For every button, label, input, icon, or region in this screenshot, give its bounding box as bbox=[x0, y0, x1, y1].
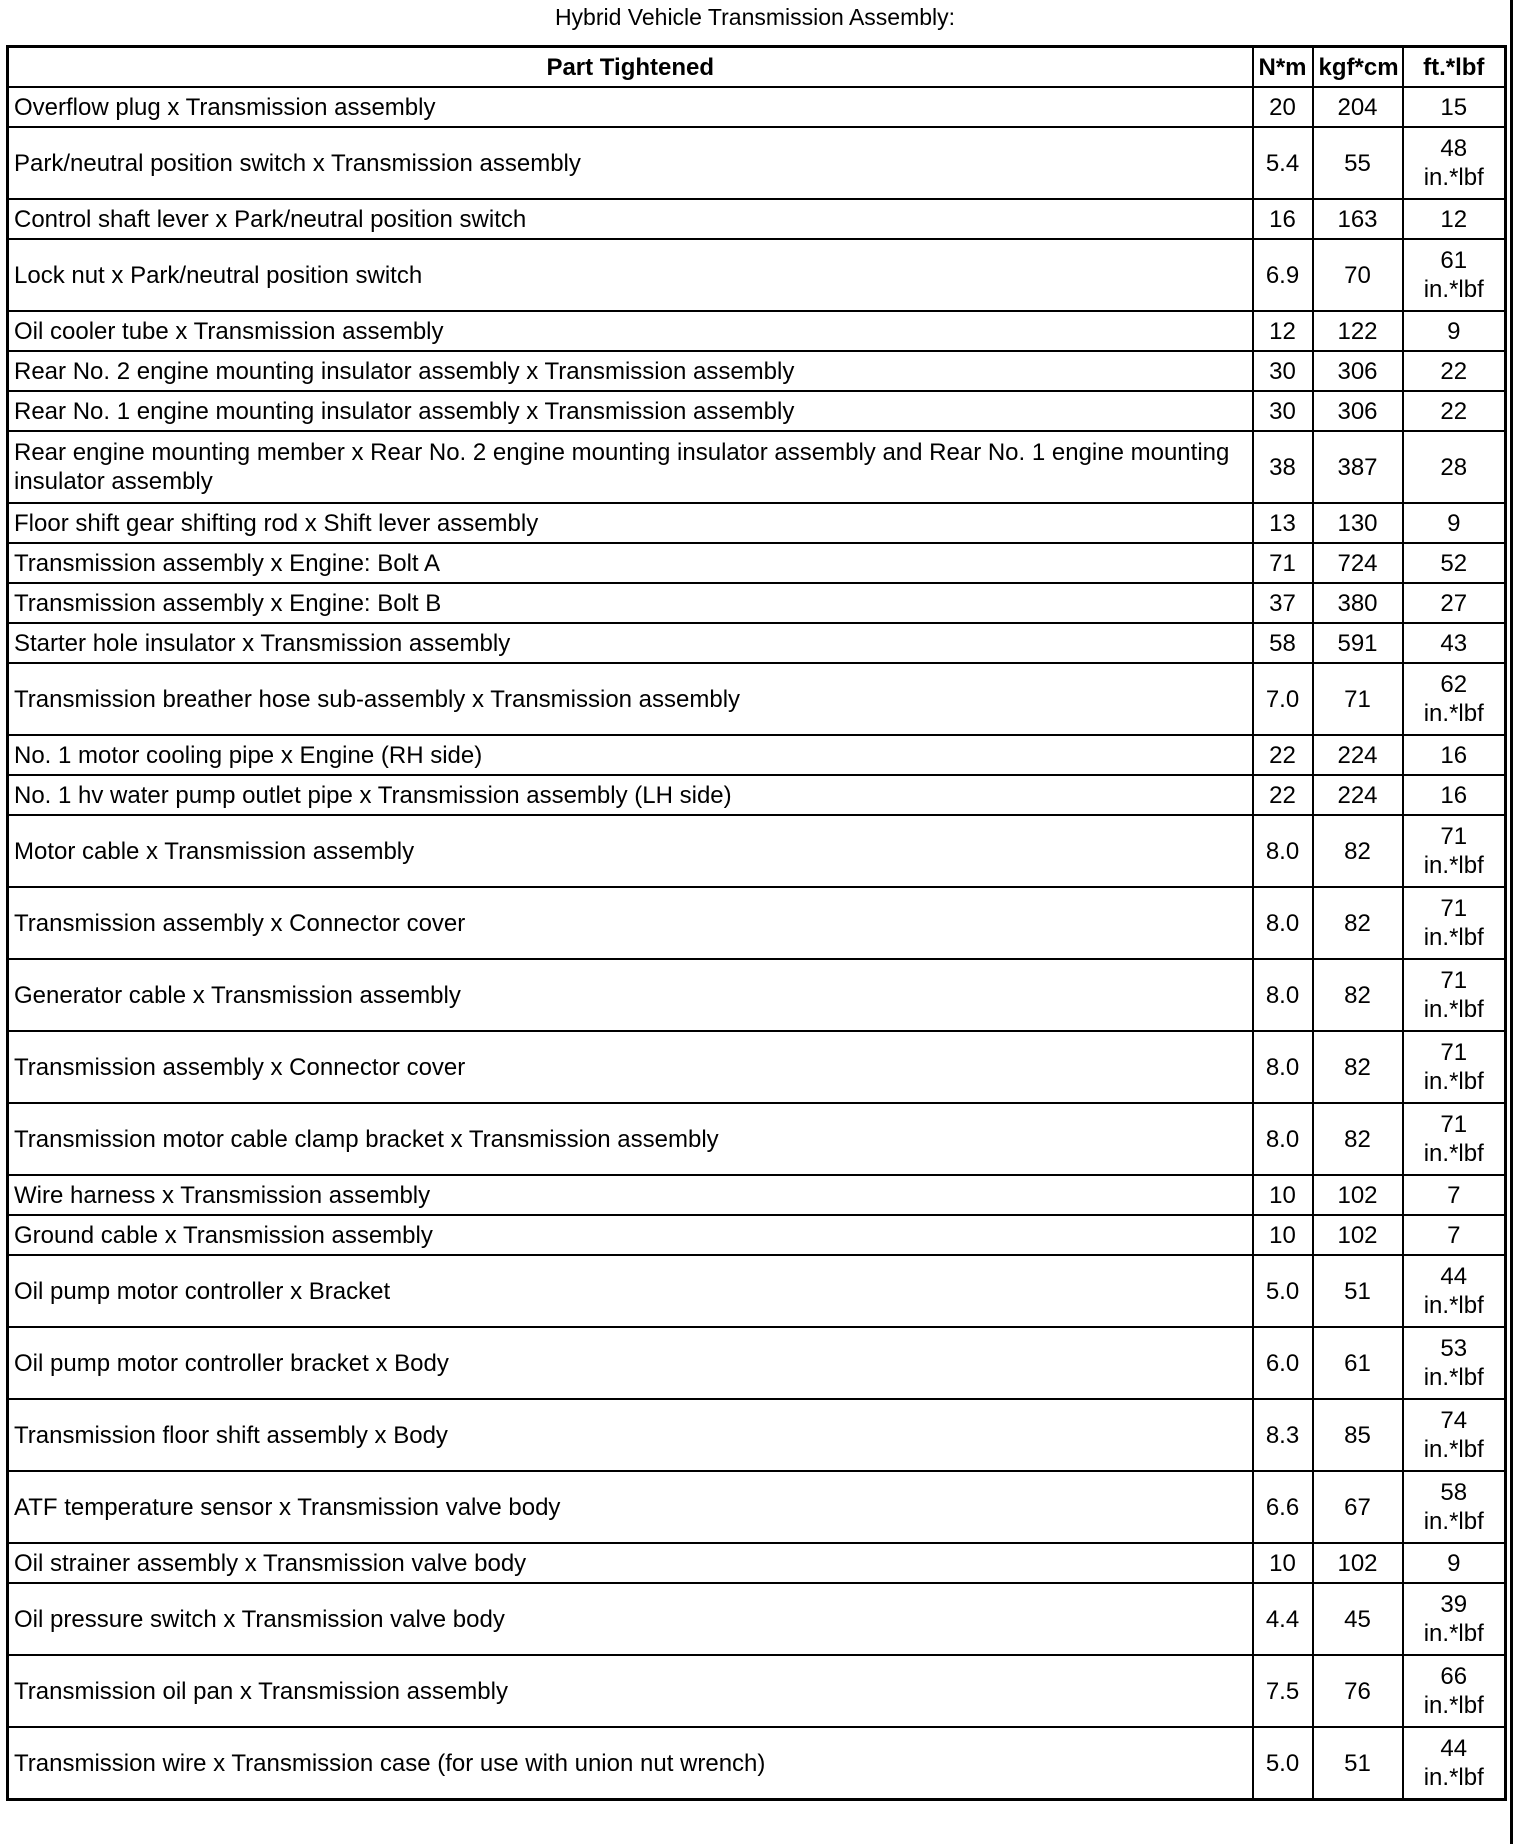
torque-nm-cell: 13 bbox=[1253, 503, 1313, 543]
torque-unit-label: in.*lbf bbox=[1423, 1436, 1484, 1463]
torque-kgf-cell: 45 bbox=[1313, 1583, 1403, 1655]
torque-ft-value: 48 bbox=[1440, 135, 1468, 162]
torque-nm-cell: 6.9 bbox=[1253, 239, 1313, 311]
table-row bbox=[8, 1255, 1506, 1327]
torque-ft-cell bbox=[1403, 815, 1506, 887]
table-row bbox=[8, 391, 1506, 431]
page-title: Hybrid Vehicle Transmission Assembly: bbox=[554, 4, 956, 30]
table-row bbox=[8, 1031, 1506, 1103]
torque-ft-cell bbox=[1403, 1255, 1506, 1327]
torque-ft-cell bbox=[1403, 1583, 1506, 1655]
part-tightened-cell: Transmission breather hose sub-assembly x Transmission assembly bbox=[8, 663, 1253, 735]
torque-nm-cell: 5.4 bbox=[1253, 127, 1313, 199]
torque-ft-value: 71 bbox=[1440, 823, 1468, 850]
torque-nm-cell: 8.0 bbox=[1253, 1103, 1313, 1175]
torque-nm-cell: 22 bbox=[1253, 775, 1313, 815]
part-tightened-cell: Starter hole insulator x Transmission assembly bbox=[8, 623, 1253, 663]
torque-unit-label: in.*lbf bbox=[1423, 1764, 1484, 1791]
torque-ft-cell bbox=[1403, 503, 1506, 543]
table-row bbox=[8, 775, 1506, 815]
part-tightened-cell: Motor cable x Transmission assembly bbox=[8, 815, 1253, 887]
table-row bbox=[8, 1543, 1506, 1583]
table-row bbox=[8, 311, 1506, 351]
torque-nm-cell: 6.0 bbox=[1253, 1327, 1313, 1399]
torque-unit-label: in.*lbf bbox=[1423, 1692, 1484, 1719]
torque-unit-label: in.*lbf bbox=[1423, 1140, 1484, 1167]
torque-kgf-cell: 102 bbox=[1313, 1175, 1403, 1215]
torque-ft-cell bbox=[1403, 1655, 1506, 1727]
torque-nm-cell: 10 bbox=[1253, 1215, 1313, 1255]
torque-ft-cell bbox=[1403, 887, 1506, 959]
torque-kgf-cell: 306 bbox=[1313, 391, 1403, 431]
part-tightened-cell: Transmission oil pan x Transmission assembly bbox=[8, 1655, 1253, 1727]
torque-unit-label: in.*lbf bbox=[1423, 1508, 1484, 1535]
torque-nm-cell: 8.3 bbox=[1253, 1399, 1313, 1471]
table-row bbox=[8, 1471, 1506, 1543]
table-row bbox=[8, 735, 1506, 775]
torque-kgf-cell: 130 bbox=[1313, 503, 1403, 543]
torque-spec-table bbox=[6, 45, 1507, 1801]
torque-nm-cell: 7.0 bbox=[1253, 663, 1313, 735]
torque-ft-cell bbox=[1403, 1327, 1506, 1399]
torque-ft-cell bbox=[1403, 431, 1506, 503]
torque-kgf-cell: 82 bbox=[1313, 815, 1403, 887]
torque-ft-value: 27 bbox=[1440, 589, 1468, 617]
torque-ft-value: 7 bbox=[1447, 1221, 1461, 1249]
torque-nm-cell: 30 bbox=[1253, 351, 1313, 391]
table-row bbox=[8, 1175, 1506, 1215]
torque-ft-cell bbox=[1403, 1031, 1506, 1103]
torque-kgf-cell: 51 bbox=[1313, 1255, 1403, 1327]
torque-ft-value: 61 bbox=[1440, 247, 1468, 274]
torque-kgf-cell: 122 bbox=[1313, 311, 1403, 351]
torque-ft-value: 44 bbox=[1440, 1735, 1468, 1762]
torque-kgf-cell: 224 bbox=[1313, 775, 1403, 815]
table-row bbox=[8, 543, 1506, 583]
torque-ft-value: 16 bbox=[1440, 741, 1468, 769]
torque-ft-cell bbox=[1403, 775, 1506, 815]
part-tightened-cell: Oil pump motor controller bracket x Body bbox=[8, 1327, 1253, 1399]
torque-ft-value: 9 bbox=[1447, 317, 1461, 345]
column-header-ft: ft.*lbf bbox=[1403, 47, 1506, 88]
table-row bbox=[8, 815, 1506, 887]
torque-kgf-cell: 306 bbox=[1313, 351, 1403, 391]
torque-unit-label: in.*lbf bbox=[1423, 700, 1484, 727]
torque-ft-value: 28 bbox=[1440, 453, 1468, 481]
torque-nm-cell: 71 bbox=[1253, 543, 1313, 583]
torque-nm-cell: 30 bbox=[1253, 391, 1313, 431]
torque-kgf-cell: 82 bbox=[1313, 1103, 1403, 1175]
torque-nm-cell: 20 bbox=[1253, 87, 1313, 127]
part-tightened-cell: Wire harness x Transmission assembly bbox=[8, 1175, 1253, 1215]
torque-unit-label: in.*lbf bbox=[1423, 1292, 1484, 1319]
torque-nm-cell: 7.5 bbox=[1253, 1655, 1313, 1727]
table-row bbox=[8, 1583, 1506, 1655]
torque-ft-value: 22 bbox=[1440, 357, 1468, 385]
torque-ft-value: 71 bbox=[1440, 967, 1468, 994]
torque-unit-label: in.*lbf bbox=[1423, 996, 1484, 1023]
torque-unit-label: in.*lbf bbox=[1423, 1068, 1484, 1095]
part-tightened-cell: Rear engine mounting member x Rear No. 2 engine mounting insulator assembly and Rear No. 1 engine mounting insulator assembly bbox=[8, 431, 1253, 503]
torque-nm-cell: 8.0 bbox=[1253, 815, 1313, 887]
torque-ft-value: 66 bbox=[1440, 1663, 1468, 1690]
torque-ft-cell bbox=[1403, 199, 1506, 239]
torque-ft-cell bbox=[1403, 311, 1506, 351]
part-tightened-cell: Oil strainer assembly x Transmission valve body bbox=[8, 1543, 1253, 1583]
table-row bbox=[8, 663, 1506, 735]
torque-ft-cell bbox=[1403, 127, 1506, 199]
torque-ft-cell bbox=[1403, 1543, 1506, 1583]
torque-kgf-cell: 55 bbox=[1313, 127, 1403, 199]
torque-ft-value: 7 bbox=[1447, 1181, 1461, 1209]
torque-unit-label: in.*lbf bbox=[1423, 1620, 1484, 1647]
torque-kgf-cell: 82 bbox=[1313, 887, 1403, 959]
torque-ft-cell bbox=[1403, 583, 1506, 623]
page-border-line bbox=[1510, 0, 1513, 1844]
torque-kgf-cell: 61 bbox=[1313, 1327, 1403, 1399]
part-tightened-cell: Transmission floor shift assembly x Body bbox=[8, 1399, 1253, 1471]
torque-nm-cell: 5.0 bbox=[1253, 1727, 1313, 1800]
torque-ft-cell bbox=[1403, 735, 1506, 775]
part-tightened-cell: Control shaft lever x Park/neutral position switch bbox=[8, 199, 1253, 239]
table-row bbox=[8, 1327, 1506, 1399]
torque-nm-cell: 16 bbox=[1253, 199, 1313, 239]
torque-ft-cell bbox=[1403, 1471, 1506, 1543]
part-tightened-cell: Transmission assembly x Connector cover bbox=[8, 1031, 1253, 1103]
part-tightened-cell: Generator cable x Transmission assembly bbox=[8, 959, 1253, 1031]
torque-nm-cell: 5.0 bbox=[1253, 1255, 1313, 1327]
table-header-row bbox=[8, 47, 1506, 88]
torque-ft-cell bbox=[1403, 623, 1506, 663]
torque-kgf-cell: 70 bbox=[1313, 239, 1403, 311]
torque-nm-cell: 22 bbox=[1253, 735, 1313, 775]
part-tightened-cell: No. 1 hv water pump outlet pipe x Transmission assembly (LH side) bbox=[8, 775, 1253, 815]
part-tightened-cell: Rear No. 2 engine mounting insulator assembly x Transmission assembly bbox=[8, 351, 1253, 391]
torque-ft-value: 53 bbox=[1440, 1335, 1468, 1362]
table-row bbox=[8, 431, 1506, 503]
torque-unit-label: in.*lbf bbox=[1423, 276, 1484, 303]
torque-kgf-cell: 163 bbox=[1313, 199, 1403, 239]
torque-ft-value: 44 bbox=[1440, 1263, 1468, 1290]
torque-kgf-cell: 102 bbox=[1313, 1543, 1403, 1583]
torque-kgf-cell: 591 bbox=[1313, 623, 1403, 663]
table-row bbox=[8, 583, 1506, 623]
torque-ft-value: 58 bbox=[1440, 1479, 1468, 1506]
torque-ft-value: 12 bbox=[1440, 205, 1468, 233]
part-tightened-cell: Overflow plug x Transmission assembly bbox=[8, 87, 1253, 127]
torque-ft-value: 39 bbox=[1440, 1591, 1468, 1618]
torque-kgf-cell: 224 bbox=[1313, 735, 1403, 775]
torque-kgf-cell: 76 bbox=[1313, 1655, 1403, 1727]
torque-ft-value: 43 bbox=[1440, 629, 1468, 657]
part-tightened-cell: No. 1 motor cooling pipe x Engine (RH side) bbox=[8, 735, 1253, 775]
torque-ft-value: 9 bbox=[1447, 509, 1461, 537]
table-row bbox=[8, 127, 1506, 199]
torque-nm-cell: 58 bbox=[1253, 623, 1313, 663]
torque-kgf-cell: 71 bbox=[1313, 663, 1403, 735]
column-header-kgf: kgf*cm bbox=[1313, 47, 1403, 88]
torque-ft-value: 16 bbox=[1440, 781, 1468, 809]
part-tightened-cell: Lock nut x Park/neutral position switch bbox=[8, 239, 1253, 311]
torque-ft-value: 62 bbox=[1440, 671, 1468, 698]
part-tightened-cell: Transmission assembly x Engine: Bolt B bbox=[8, 583, 1253, 623]
torque-ft-cell bbox=[1403, 1399, 1506, 1471]
torque-kgf-cell: 51 bbox=[1313, 1727, 1403, 1800]
torque-nm-cell: 8.0 bbox=[1253, 1031, 1313, 1103]
torque-ft-value: 15 bbox=[1440, 93, 1468, 121]
torque-nm-cell: 10 bbox=[1253, 1543, 1313, 1583]
torque-unit-label: in.*lbf bbox=[1423, 1364, 1484, 1391]
torque-ft-cell bbox=[1403, 663, 1506, 735]
torque-nm-cell: 10 bbox=[1253, 1175, 1313, 1215]
torque-ft-cell bbox=[1403, 87, 1506, 127]
part-tightened-cell: Park/neutral position switch x Transmission assembly bbox=[8, 127, 1253, 199]
torque-nm-cell: 4.4 bbox=[1253, 1583, 1313, 1655]
table-row bbox=[8, 351, 1506, 391]
torque-kgf-cell: 82 bbox=[1313, 1031, 1403, 1103]
torque-ft-value: 22 bbox=[1440, 397, 1468, 425]
torque-nm-cell: 12 bbox=[1253, 311, 1313, 351]
torque-ft-value: 52 bbox=[1440, 549, 1468, 577]
part-tightened-cell: Floor shift gear shifting rod x Shift lever assembly bbox=[8, 503, 1253, 543]
part-tightened-cell: Ground cable x Transmission assembly bbox=[8, 1215, 1253, 1255]
torque-nm-cell: 38 bbox=[1253, 431, 1313, 503]
torque-kgf-cell: 380 bbox=[1313, 583, 1403, 623]
torque-kgf-cell: 85 bbox=[1313, 1399, 1403, 1471]
table-row bbox=[8, 1655, 1506, 1727]
part-tightened-cell: Transmission motor cable clamp bracket x Transmission assembly bbox=[8, 1103, 1253, 1175]
torque-kgf-cell: 204 bbox=[1313, 87, 1403, 127]
table-row bbox=[8, 887, 1506, 959]
part-tightened-cell: ATF temperature sensor x Transmission valve body bbox=[8, 1471, 1253, 1543]
table-row bbox=[8, 1727, 1506, 1800]
torque-ft-cell bbox=[1403, 1103, 1506, 1175]
torque-nm-cell: 37 bbox=[1253, 583, 1313, 623]
torque-ft-cell bbox=[1403, 1215, 1506, 1255]
table-row bbox=[8, 959, 1506, 1031]
table-row bbox=[8, 1399, 1506, 1471]
torque-unit-label: in.*lbf bbox=[1423, 852, 1484, 879]
torque-kgf-cell: 102 bbox=[1313, 1215, 1403, 1255]
part-tightened-cell: Oil cooler tube x Transmission assembly bbox=[8, 311, 1253, 351]
torque-ft-value: 9 bbox=[1447, 1549, 1461, 1577]
column-header-part: Part Tightened bbox=[8, 47, 1253, 88]
torque-kgf-cell: 82 bbox=[1313, 959, 1403, 1031]
part-tightened-cell: Transmission assembly x Engine: Bolt A bbox=[8, 543, 1253, 583]
torque-ft-cell bbox=[1403, 1727, 1506, 1800]
part-tightened-cell: Oil pressure switch x Transmission valve body bbox=[8, 1583, 1253, 1655]
torque-ft-cell bbox=[1403, 351, 1506, 391]
column-header-nm: N*m bbox=[1253, 47, 1313, 88]
table-row bbox=[8, 239, 1506, 311]
torque-ft-cell bbox=[1403, 1175, 1506, 1215]
torque-unit-label: in.*lbf bbox=[1423, 164, 1484, 191]
torque-ft-cell bbox=[1403, 239, 1506, 311]
torque-nm-cell: 8.0 bbox=[1253, 887, 1313, 959]
torque-ft-cell bbox=[1403, 959, 1506, 1031]
torque-ft-value: 74 bbox=[1440, 1407, 1468, 1434]
torque-ft-value: 71 bbox=[1440, 895, 1468, 922]
table-row bbox=[8, 87, 1506, 127]
table-row bbox=[8, 199, 1506, 239]
torque-unit-label: in.*lbf bbox=[1423, 924, 1484, 951]
table-row bbox=[8, 503, 1506, 543]
part-tightened-cell: Oil pump motor controller x Bracket bbox=[8, 1255, 1253, 1327]
torque-nm-cell: 6.6 bbox=[1253, 1471, 1313, 1543]
torque-ft-cell bbox=[1403, 391, 1506, 431]
torque-ft-value: 71 bbox=[1440, 1111, 1468, 1138]
part-tightened-cell: Transmission wire x Transmission case (for use with union nut wrench) bbox=[8, 1727, 1253, 1800]
torque-ft-cell bbox=[1403, 543, 1506, 583]
torque-kgf-cell: 67 bbox=[1313, 1471, 1403, 1543]
table-body bbox=[8, 87, 1506, 1800]
torque-kgf-cell: 387 bbox=[1313, 431, 1403, 503]
part-tightened-cell: Rear No. 1 engine mounting insulator assembly x Transmission assembly bbox=[8, 391, 1253, 431]
table-row bbox=[8, 1103, 1506, 1175]
torque-ft-value: 71 bbox=[1440, 1039, 1468, 1066]
torque-kgf-cell: 724 bbox=[1313, 543, 1403, 583]
table-row bbox=[8, 623, 1506, 663]
table-row bbox=[8, 1215, 1506, 1255]
torque-nm-cell: 8.0 bbox=[1253, 959, 1313, 1031]
part-tightened-cell: Transmission assembly x Connector cover bbox=[8, 887, 1253, 959]
